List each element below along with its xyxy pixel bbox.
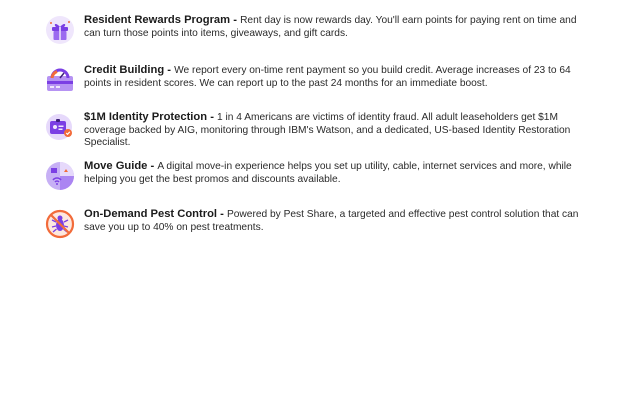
feature-description: Powered by Pest Share, a targeted and effective pest control solution that can save you up to 40% on pest treatments. [84,209,579,233]
feature-separator: - [164,64,175,76]
no-pest-icon [44,208,76,240]
feature-text [84,208,594,234]
id-shield-icon [44,111,76,143]
feature-title: On-Demand Pest Control [84,208,218,220]
feature-item-move-guide [44,160,604,192]
feature-description: We report every on-time rent payment so you build credit. Average increases of 23 to 64 points in resident scores. We can report up to the past 24 months for an immediate boost. [84,65,571,89]
credit-gauge-icon [44,64,76,96]
feature-title: Resident Rewards Program [84,14,231,26]
feature-item-pest-control [44,208,604,240]
feature-separator: - [217,208,227,220]
feature-text [84,160,594,186]
gift-icon [44,14,76,46]
feature-separator: - [230,14,241,26]
feature-text [84,111,594,150]
feature-item-identity [44,111,604,150]
feature-title: Move Guide [84,160,148,172]
feature-text [84,64,594,90]
feature-text [84,14,594,40]
feature-title: $1M Identity Protection [84,111,208,123]
feature-separator: - [207,111,218,123]
feature-description: A digital move-in experience helps you set up utility, cable, internet services and more, while helping you get the best promos and discounts available. [84,161,572,185]
feature-title: Credit Building [84,64,165,76]
feature-item-rewards [44,14,604,46]
feature-description: Rent day is now rewards day. You'll earn points for paying rent on time and can turn those points into items, giveaways, and gift cards. [84,15,577,39]
feature-description: 1 in 4 Americans are victims of identity fraud. All adult leaseholders get $1M coverage backed by AIG, monitoring through IBM's Watson, and a dedicated, US-based Identity Restoration Specialist. [84,112,571,149]
feature-separator: - [147,160,158,172]
feature-item-credit [44,64,604,96]
move-guide-icon [44,160,76,192]
